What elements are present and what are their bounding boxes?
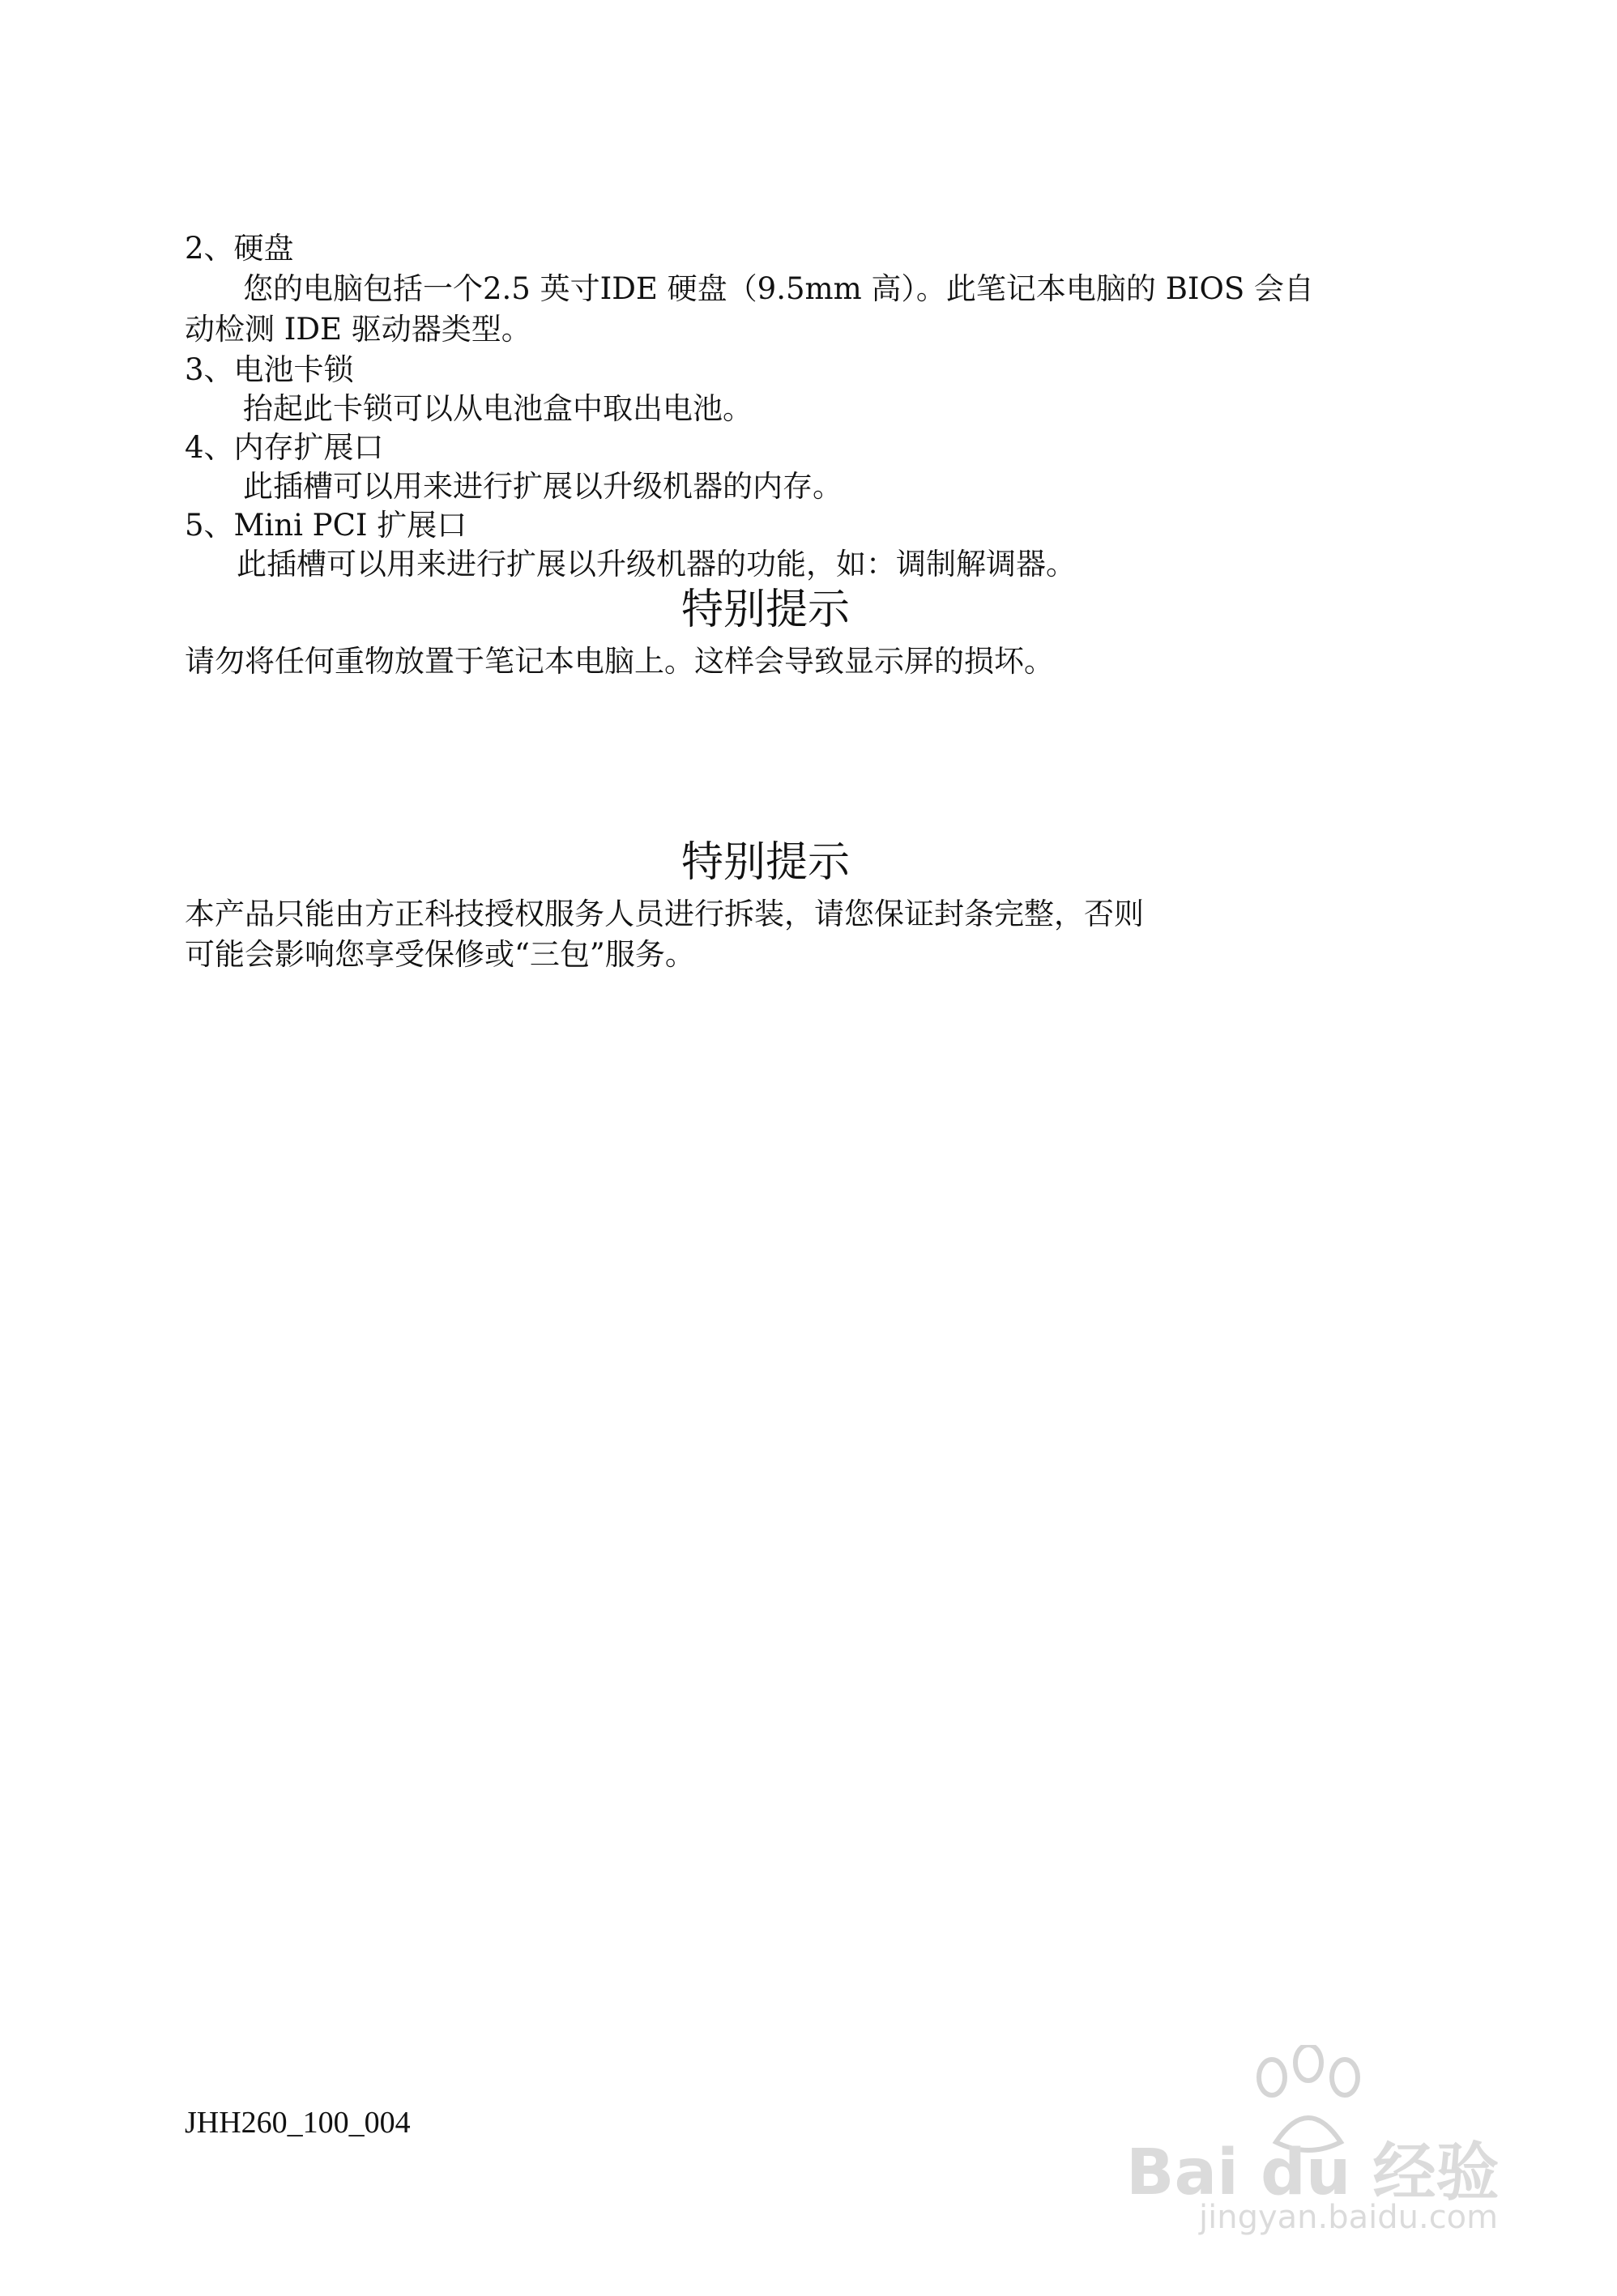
section-body-line: 此插槽可以用来进行扩展以升级机器的功能，如：调制解调器。 <box>237 547 1076 581</box>
document-code: JHH260_100_004 <box>185 2106 411 2140</box>
section-heading-mini-pci: 5、Mini PCI 扩展口 <box>185 508 467 543</box>
section-body-line: 您的电脑包括一个2.5 英寸IDE 硬盘（9.5mm 高）。此笔记本电脑的 BIOS 会自 <box>243 271 1314 306</box>
notice-text: 请勿将任何重物放置于笔记本电脑上。这样会导致显示屏的损坏。 <box>185 644 1054 679</box>
notice-title: 特别提示 <box>681 838 850 887</box>
notice-title: 特别提示 <box>681 586 850 634</box>
watermark-url: jingyan.baidu.com <box>1199 2199 1499 2236</box>
section-heading-hard-disk: 2、硬盘 <box>185 231 294 266</box>
baidu-jingyan-watermark <box>1110 2045 1564 2239</box>
notice-text-line: 本产品只能由方正科技授权服务人员进行拆装，请您保证封条完整，否则 <box>185 897 1144 931</box>
section-body-line: 此插槽可以用来进行扩展以升级机器的内存。 <box>243 469 843 504</box>
watermark-logo: Bai du 经验 <box>1126 2136 1500 2209</box>
section-body-line: 动检测 IDE 驱动器类型。 <box>185 312 531 347</box>
section-body-line: 抬起此卡锁可以从电池盒中取出电池。 <box>243 391 753 426</box>
section-heading-battery-lock: 3、电池卡锁 <box>185 352 354 387</box>
section-heading-memory-slot: 4、内存扩展口 <box>185 430 384 465</box>
notice-text-line: 可能会影响您享受保修或“三包”服务。 <box>185 937 695 972</box>
